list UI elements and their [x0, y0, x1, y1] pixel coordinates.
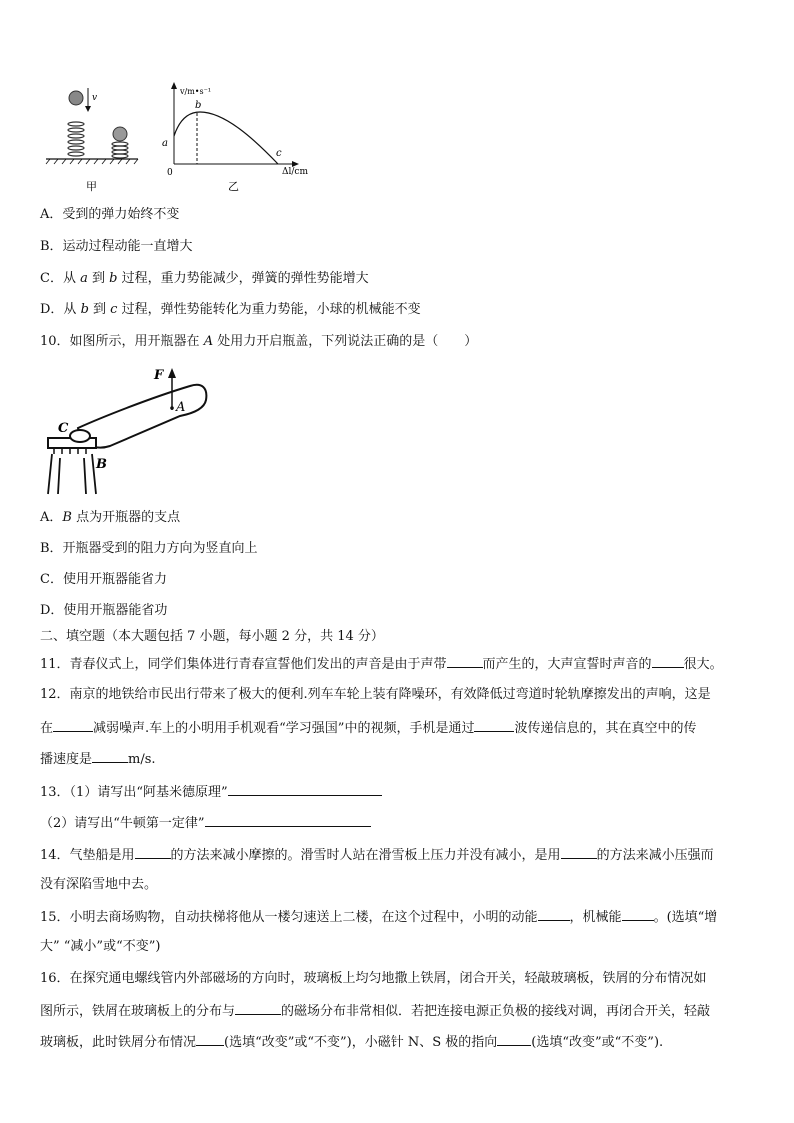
q-text: （2）请写出“牛顿第一定律”	[40, 816, 205, 831]
var-A: A	[203, 334, 214, 349]
caption-jia: 甲	[86, 180, 97, 193]
q-text: 的方法来减小摩擦的。滑雪时人站在滑雪板上压力并没有减小，是用	[170, 848, 561, 863]
stem-text: 10．如图所示，用开瓶器在	[40, 334, 204, 349]
q10-stem	[40, 333, 477, 351]
var-b: b	[109, 271, 118, 286]
var-B: B	[62, 510, 72, 525]
blank[interactable]	[92, 749, 128, 763]
blank[interactable]	[228, 782, 382, 796]
option-text: A．受到的弹力始终不变	[40, 207, 180, 222]
q9-option-a[interactable]	[40, 206, 179, 224]
stem-text: 处用力开启瓶盖，下列说法正确的是（ ）	[213, 334, 478, 349]
option-text: A．	[40, 510, 63, 525]
blank[interactable]	[474, 718, 514, 732]
q13-line1	[40, 782, 382, 802]
q-text: 12．南京的地铁给市民出行带来了极大的便利.列车车轮上装有降噪环，有效降低过弯道时轮轨摩擦发出的声响，这是	[40, 687, 711, 702]
q16-line1	[40, 970, 707, 988]
q-text: 没有深陷雪地中去。	[40, 877, 158, 892]
point-a-dot	[170, 406, 174, 410]
velocity-curve	[174, 112, 278, 164]
force-label: F	[154, 368, 164, 383]
q9-option-d[interactable]	[40, 301, 421, 319]
q12-line1	[40, 686, 711, 704]
option-text: C．使用开瓶器能省力	[40, 572, 167, 587]
q-text: 玻璃板，此时铁屑分布情况	[40, 1035, 197, 1050]
opener-hook	[70, 430, 90, 442]
caption-yi: 乙	[228, 180, 239, 193]
section-title: 二、填空题（本大题包括 7 小题，每小题 2 分，共 14 分）	[40, 629, 384, 644]
q9-option-c[interactable]	[40, 270, 369, 288]
q-text: 。(选填“增	[653, 910, 718, 925]
blank[interactable]	[235, 1001, 281, 1015]
blank[interactable]	[622, 907, 654, 921]
point-a-label: a	[162, 138, 168, 149]
q-text: 波传递信息的，其在真空中的传	[514, 721, 697, 736]
q10-option-b[interactable]	[40, 540, 258, 558]
var-b: b	[80, 302, 89, 317]
q-text: 11．青春仪式上，同学们集体进行青春宣誓他们发出的声音是由于声带	[40, 657, 447, 672]
x-axis-label: Δl/cm	[282, 167, 308, 177]
q10-option-d[interactable]	[40, 602, 167, 620]
blank[interactable]	[53, 718, 93, 732]
option-text: 到	[87, 271, 110, 286]
option-text: C．从	[40, 271, 81, 286]
bottle-neck	[48, 454, 96, 494]
blank[interactable]	[652, 654, 684, 668]
q9-option-b[interactable]	[40, 238, 193, 256]
spring-compressed	[112, 142, 128, 158]
q-text: 大” “减小”或“不变”)	[40, 939, 161, 954]
blank[interactable]	[135, 845, 171, 859]
q14-line1	[40, 845, 714, 865]
q-text: (选填“改变”或“不变”).	[531, 1035, 664, 1050]
blank[interactable]	[538, 907, 570, 921]
q14-line2	[40, 876, 157, 894]
option-text: B．运动过程动能一直增大	[40, 239, 193, 254]
q11	[40, 654, 723, 674]
blank[interactable]	[205, 813, 371, 827]
velocity-arrowhead	[85, 106, 91, 112]
ball-on-spring	[113, 127, 127, 141]
point-b-label: B	[96, 457, 107, 472]
falling-ball	[69, 91, 83, 105]
option-text: 过程，弹性势能转化为重力势能，小球的机械能不变	[117, 302, 421, 317]
section-heading	[40, 628, 384, 646]
q-text: 的磁场分布非常相似．若把连接电源正负极的接线对调，再闭合开关，轻敲	[281, 1004, 711, 1019]
q-text: 播速度是	[40, 752, 93, 767]
blank[interactable]	[561, 845, 597, 859]
q15-line2	[40, 938, 160, 956]
y-axis-label: v/m•s⁻¹	[180, 87, 212, 96]
option-text: B．开瓶器受到的阻力方向为竖直向上	[40, 541, 258, 556]
blank[interactable]	[497, 1032, 531, 1046]
option-text: 点为开瓶器的支点	[71, 510, 181, 525]
q-text: m/s.	[128, 752, 156, 767]
opener-handle	[78, 385, 206, 448]
point-b-label: b	[195, 100, 202, 111]
q-text: 而产生的，大声宣誓时声音的	[482, 657, 652, 672]
q10-option-c[interactable]	[40, 571, 167, 589]
q12-line2	[40, 718, 696, 738]
q16-line3	[40, 1032, 663, 1052]
v-label: v	[92, 93, 98, 103]
q-text: 14．气垫船是用	[40, 848, 135, 863]
q-text: 13．（1）请写出“阿基米德原理”	[40, 785, 228, 800]
q16-line2	[40, 1001, 710, 1021]
q10-option-a[interactable]	[40, 509, 180, 527]
origin-label: 0	[167, 168, 173, 178]
point-a-label: A	[176, 400, 186, 415]
q-text: 减弱噪声.车上的小明用手机观看“学习强国”中的视频，手机是通过	[93, 721, 475, 736]
force-arrowhead	[168, 368, 176, 378]
q-text: (选填“改变”或“不变”)，小磁针 N、S 极的指向	[224, 1035, 498, 1050]
q-text: 15．小明去商场购物，自动扶梯将他从一楼匀速送上二楼，在这个过程中，小明的动能	[40, 910, 538, 925]
bottle-opener-figure	[40, 362, 220, 496]
point-c-label: C	[58, 421, 69, 436]
option-text: 过程，重力势能减少，弹簧的弹性势能增大	[117, 271, 369, 286]
q-text: 很大。	[683, 657, 723, 672]
point-c-label: c	[276, 148, 282, 159]
blank[interactable]	[196, 1032, 224, 1046]
option-text: 到	[88, 302, 111, 317]
var-c: c	[110, 302, 118, 317]
option-text: D．从	[40, 302, 81, 317]
q-text: 在	[40, 721, 54, 736]
blank[interactable]	[447, 654, 483, 668]
q-text: 图所示，铁屑在玻璃板上的分布与	[40, 1004, 236, 1019]
ground-hatch	[46, 159, 138, 164]
q-text: 的方法来减小压强而	[596, 848, 714, 863]
var-a: a	[80, 271, 88, 286]
q15-line1	[40, 907, 717, 927]
q13-line2	[40, 813, 371, 833]
y-axis-arrow	[171, 82, 177, 89]
spring-ball-figure	[40, 78, 330, 196]
q12-line3	[40, 749, 156, 769]
spring-extended	[68, 122, 84, 156]
option-text: D．使用开瓶器能省功	[40, 603, 168, 618]
q-text: ，机械能	[569, 910, 622, 925]
q-text: 16．在探究通电螺线管内外部磁场的方向时，玻璃板上均匀地撒上铁屑，闭合开关，轻敲玻璃板，铁屑的分布情况如	[40, 971, 707, 986]
